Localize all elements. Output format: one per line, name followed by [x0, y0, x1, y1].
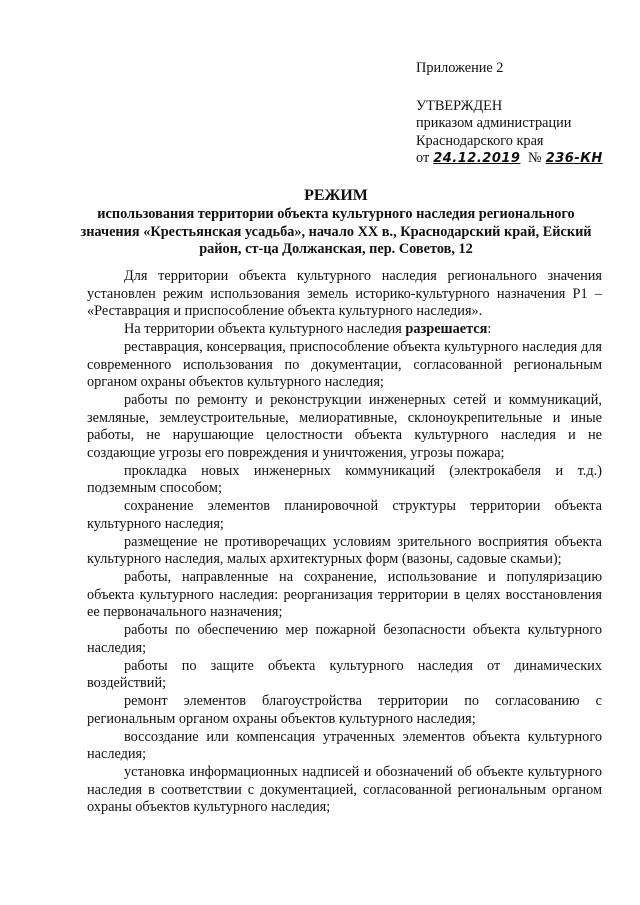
list-item: размещение не противоречащих условиям зрительного восприятия объекта культурного наследия, малых архитектурных форм (вазоны, садовые скамьи);	[87, 533, 602, 567]
order-line-2: Краснодарского края	[416, 132, 544, 149]
list-item: воссоздание или компенсация утраченных элементов объекта культурного наследия;	[87, 728, 602, 762]
document-body	[87, 268, 602, 817]
number-label: №	[528, 150, 542, 166]
title-block	[70, 186, 602, 259]
document-title: РЕЖИМ	[304, 187, 368, 204]
document-subtitle: использования территории объекта культурного наследия регионального значения «Крестьянская усадьба», начало XX в., Краснодарский край, Ейский район, ст-ца Должанская, пер. Советов, 12	[80, 206, 592, 257]
permitted-paragraph	[87, 321, 602, 339]
date-number-line	[416, 150, 607, 168]
list-item: сохранение элементов планировочной структуры территории объекта культурного наследия;	[87, 498, 602, 532]
permitted-bold: разрешается	[405, 321, 488, 337]
approval-block	[416, 60, 607, 168]
list-item: установка информационных надписей и обозначений об объекте культурного наследия в соответствии с документацией, согласованной региональным органом охраны объектов культурного наследия;	[87, 764, 602, 815]
list-item: работы по обеспечению мер пожарной безопасности объекта культурного наследия;	[87, 622, 602, 656]
handwritten-date: 24.12.2019	[433, 151, 521, 166]
list-item: работы, направленные на сохранение, использование и популяризацию объекта культурного наследия: реорганизация территории в целях восстановления ее первоначального назначения;	[87, 569, 602, 620]
list-item: работы по защите объекта культурного наследия от динамических воздействий;	[87, 657, 602, 691]
permitted-colon: :	[487, 321, 492, 337]
list-item: прокладка новых инженерных коммуникаций (электрокабеля и т.д.) подземным способом;	[87, 462, 602, 496]
appendix-label: Приложение 2	[416, 60, 504, 76]
from-label: от	[416, 150, 430, 166]
permitted-lead: На территории объекта культурного наследия	[124, 321, 402, 337]
intro-paragraph: Для территории объекта культурного наследия регионального значения установлен режим использования земель историко-культурного назначения Р1 – «Реставрация и приспособление объекта культурного наследия».	[87, 268, 602, 319]
order-line-1: приказом администрации	[416, 115, 572, 131]
list-item: ремонт элементов благоустройства территории по согласованию с региональным органом охраны объектов культурного наследия;	[87, 693, 602, 727]
approved-heading: УТВЕРЖДЕН	[416, 97, 503, 114]
list-item: работы по ремонту и реконструкции инженерных сетей и коммуникаций, земляные, землеустроительные, мелиоративные, склоноукрепительные и иные работы, не нарушающие целостности объекта культурного наследия и не создающие угрозы его повреждения и уничтожения, угрозы пожара;	[87, 392, 602, 461]
handwritten-number: 236-КН	[545, 151, 603, 166]
list-item: реставрация, консервация, приспособление объекта культурного наследия для современного использования по документации, согласованной региональным органом охраны объектов культурного наследия;	[87, 339, 602, 390]
